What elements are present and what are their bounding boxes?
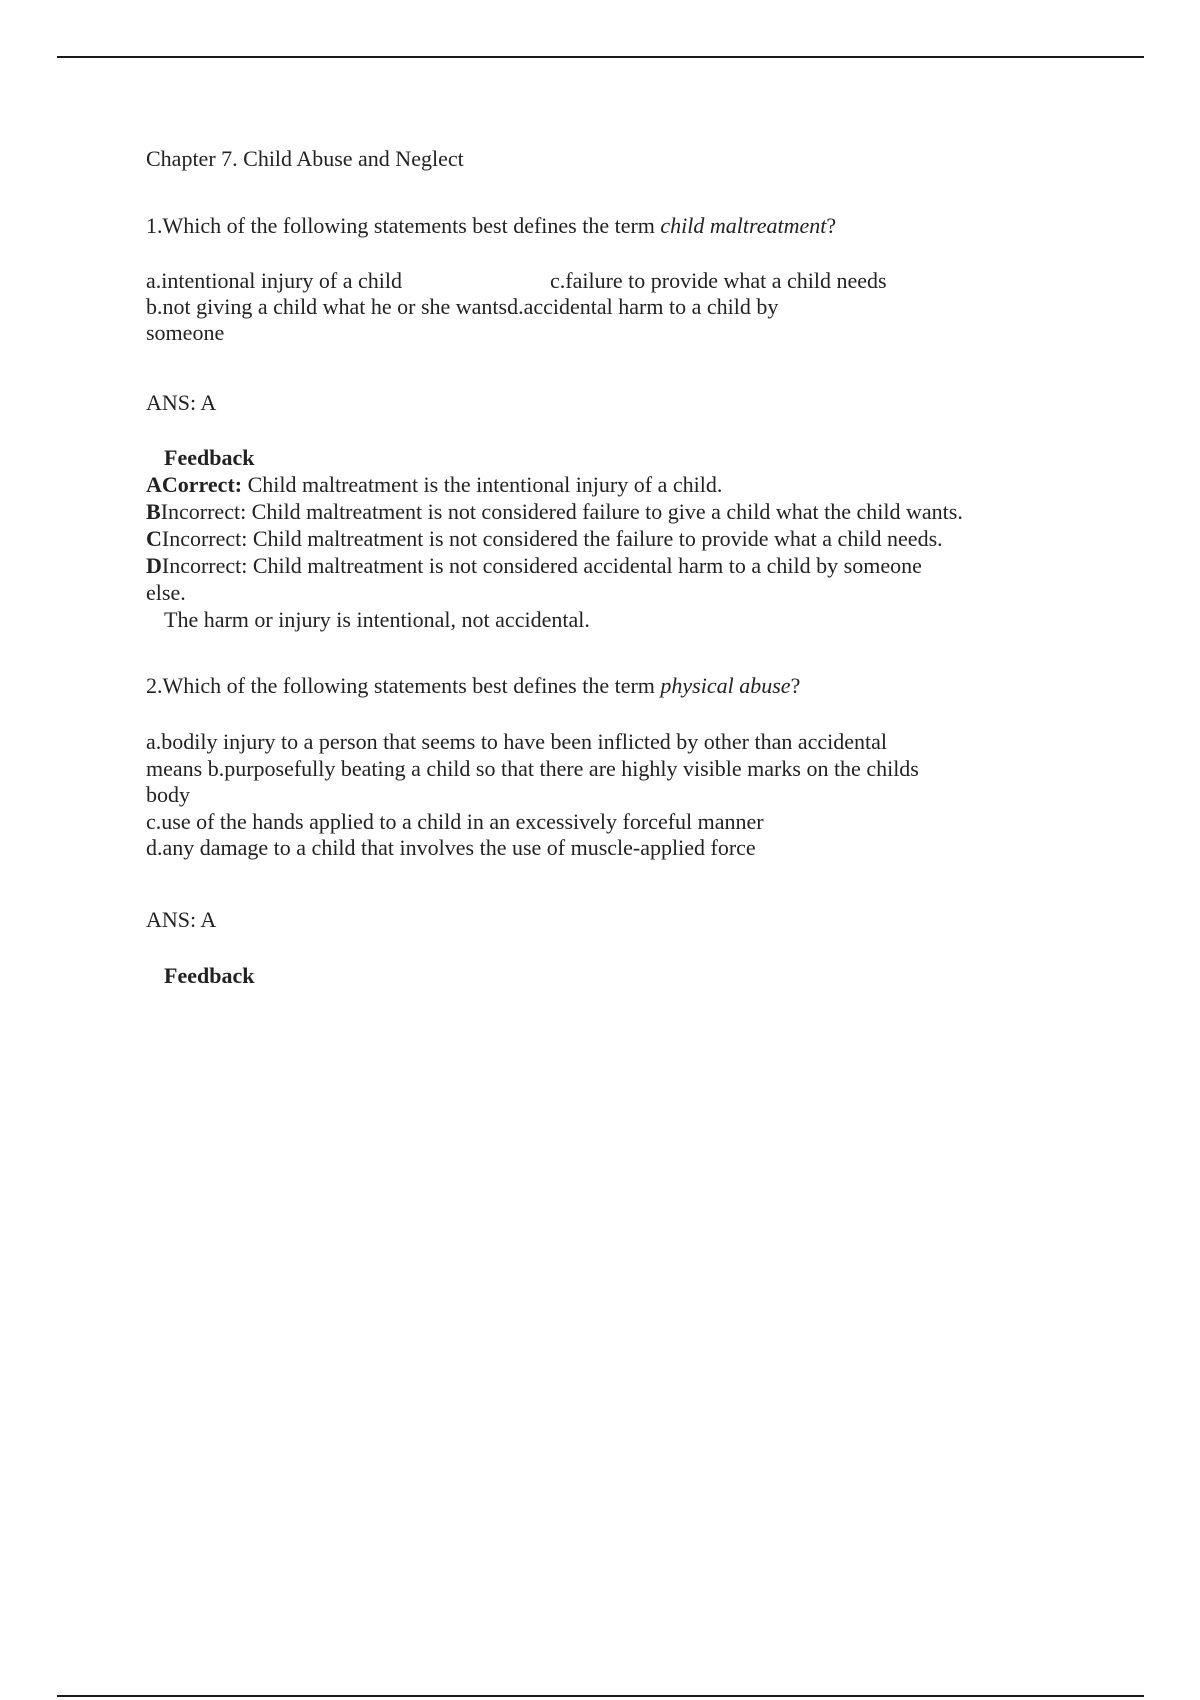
feedback-d-wrap: else. (146, 580, 186, 605)
question-mark: ? (826, 213, 837, 238)
choice-row (146, 268, 946, 294)
feedback-a (146, 472, 1076, 499)
question-2-choices (146, 729, 1076, 862)
question-number: 1. (146, 213, 163, 238)
feedback-note: The harm or injury is intentional, not accidental. (164, 607, 590, 632)
feedback-text: Child maltreatment is the intentional injury of a child. (242, 472, 723, 497)
choice-row (146, 294, 946, 320)
choice-row (146, 320, 946, 346)
question-2-stem (146, 673, 800, 699)
document-body (146, 146, 1076, 988)
answer-2: ANS: A (146, 907, 217, 932)
choice-line: means b.purposefully beating a child so that there are highly visible marks on the childs (146, 755, 919, 781)
choice-line: d.any damage to a child that involves the use of muscle-applied force (146, 835, 756, 860)
feedback-status: Correct: (161, 472, 243, 497)
feedback-heading-2: Feedback (164, 963, 255, 988)
feedback-c (146, 526, 1076, 553)
feedback-heading-1: Feedback (164, 445, 255, 470)
choice-line: a.bodily injury to a person that seems to have been inflicted by other than accidental (146, 729, 888, 754)
feedback-1 (146, 472, 1076, 634)
choice-wrap: someone (146, 320, 225, 345)
choice-c: c.failure to provide what a child needs (550, 268, 887, 293)
question-1-stem (146, 213, 836, 239)
choice-a: a.intentional injury of a child (146, 268, 402, 293)
question-mark: ? (790, 673, 801, 698)
feedback-text: Incorrect: Child maltreatment is not considered accidental harm to a child by someone (161, 553, 922, 578)
bottom-rule (57, 1695, 1144, 1697)
feedback-b (146, 499, 1076, 526)
top-rule (57, 56, 1144, 58)
feedback-letter: C (146, 526, 162, 551)
question-1-choices (146, 268, 946, 346)
question-term: child maltreatment (660, 213, 827, 238)
chapter-title: Chapter 7. Child Abuse and Neglect (146, 146, 464, 171)
feedback-letter: D (146, 553, 162, 578)
question-number: 2. (146, 673, 163, 698)
feedback-text: Incorrect: Child maltreatment is not considered failure to give a child what the child wants. (160, 499, 963, 524)
question-stem-text: Which of the following statements best defines the term (162, 673, 661, 698)
choice-line: c.use of the hands applied to a child in an excessively forceful manner (146, 808, 764, 834)
question-stem-text: Which of the following statements best defines the term (162, 213, 661, 238)
feedback-letter: A (146, 472, 162, 497)
choice-b-d: b.not giving a child what he or she wantsd.accidental harm to a child by (146, 294, 779, 319)
answer-1: ANS: A (146, 390, 217, 415)
feedback-text: Incorrect: Child maltreatment is not considered the failure to provide what a child needs. (161, 526, 943, 551)
feedback-d (146, 553, 1076, 580)
choice-line: body (146, 782, 190, 807)
question-term: physical abuse (660, 673, 791, 698)
feedback-letter: B (146, 499, 161, 524)
